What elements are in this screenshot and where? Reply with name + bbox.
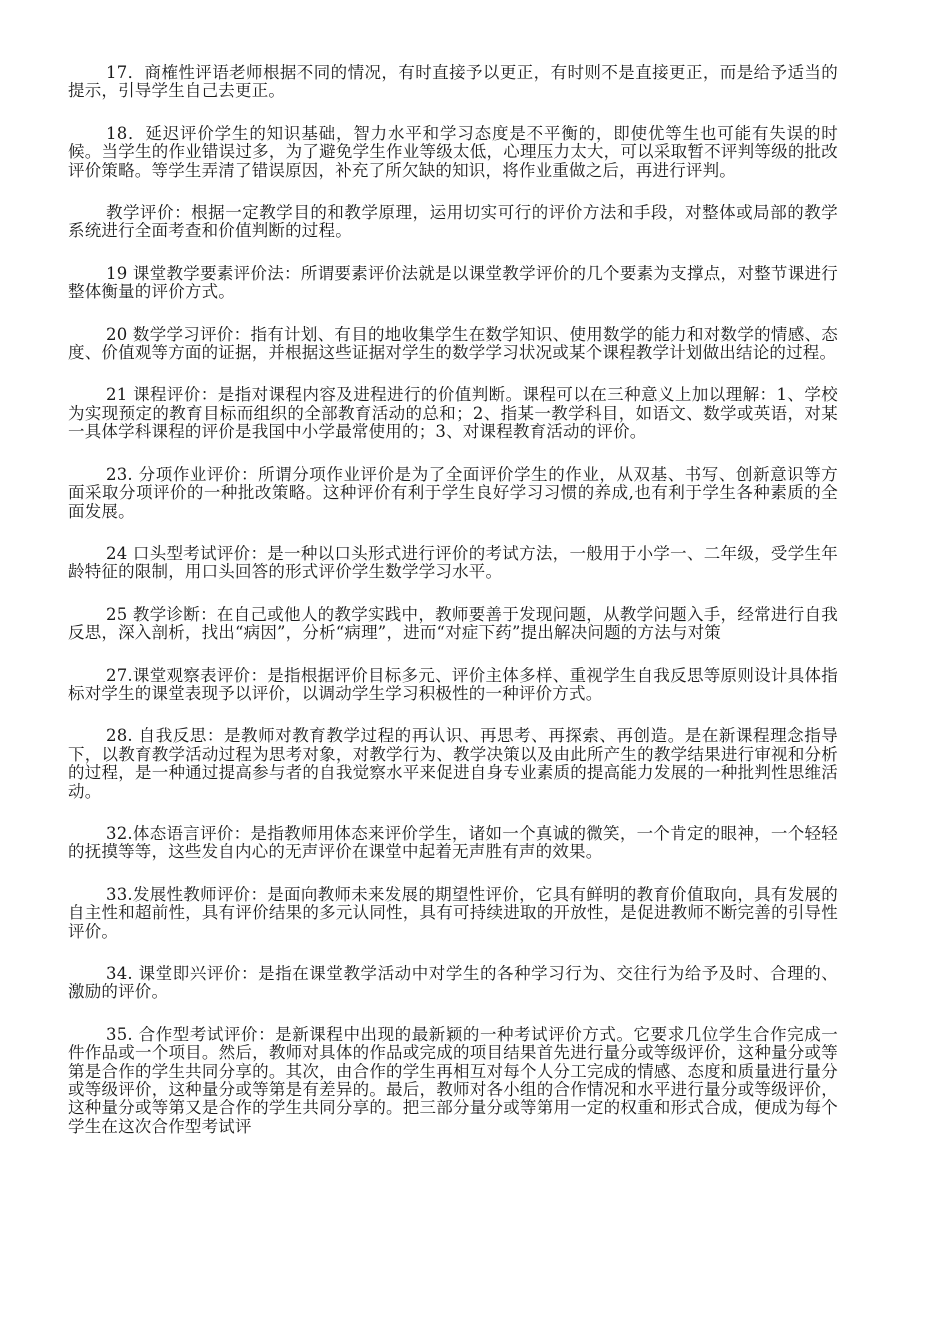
paragraph-33-developmental-teacher-evaluation: 33.发展性教师评价：是面向教师未来发展的期望性评价，它具有鲜明的教育价值取向，具有发展的自主性和超前性，具有评价结果的多元认同性，具有可持续进取的开放性，是促进教师不断完善的引导性评价。 (68, 884, 838, 941)
paragraph-20-math-learning-evaluation: 20 数学学习评价：指有计划、有目的地收集学生在数学知识、使用数学的能力和对数学的情感、态度、价值观等方面的证据，并根据这些证据对学生的数学学习状况或某个课程教学计划做出结论的过程。 (68, 324, 838, 363)
paragraph-34-impromptu-evaluation: 34. 课堂即兴评价：是指在课堂教学活动中对学生的各种学习行为、交往行为给予及时、合理的、激励的评价。 (68, 964, 838, 1002)
paragraph-28-self-reflection: 28. 自我反思：是教师对教育教学过程的再认识、再思考、再探索、再创造。是在新课程理念指导下，以教育教学活动过程为思考对象，对教学行为、教学决策以及由此所产生的教学结果进行审视和分析的过程，是一种通过提高参与者的自我觉察水平来促进自身专业素质的提高能力发展的一种批判性思维活动。 (68, 726, 838, 801)
paragraph-19-element-evaluation: 19 课堂教学要素评价法：所谓要素评价法就是以课堂教学评价的几个要素为支撑点，对整节课进行整体衡量的评价方式。 (68, 263, 838, 302)
document-page (68, 64, 838, 1160)
paragraph-25-teaching-diagnosis: 25 教学诊断：在自己或他人的教学实践中，教师要善于发现问题，从教学问题入手，经常进行自我反思，深入剖析，找出“病因”，分析“病理”，进而“对症下药”提出解决问题的方法与对策 (68, 604, 838, 643)
paragraph-23-itemized-homework-evaluation: 23. 分项作业评价：所谓分项作业评价是为了全面评价学生的作业，从双基、书写、创新意识等方面采取分项评价的一种批改策略。这种评价有利于学生良好学习习惯的养成,也有利于学生各种素质的全面发展。 (68, 464, 838, 521)
paragraph-27-classroom-observation: 27.课堂观察表评价：是指根据评价目标多元、评价主体多样、重视学生自我反思等原则设计具体指标对学生的课堂表现予以评价，以调动学生学习积极性的一种评价方式。 (68, 665, 838, 703)
paragraph-18-delayed-evaluation: 18．延迟评价学生的知识基础，智力水平和学习态度是不平衡的，即使优等生也可能有失误的时候。当学生的作业错误过多，为了避免学生作业等级太低，心理压力太大，可以采取暂不评判等级的批改评价策略。等学生弄清了错误原因，补充了所欠缺的知识，将作业重做之后，再进行评判。 (68, 123, 838, 180)
paragraph-32-body-language-evaluation: 32.体态语言评价：是指教师用体态来评价学生，诸如一个真诚的微笑，一个肯定的眼神，一个轻轻的抚摸等等，这些发自内心的无声评价在课堂中起着无声胜有声的效果。 (68, 823, 838, 862)
paragraph-24-oral-exam-evaluation: 24 口头型考试评价：是一种以口头形式进行评价的考试方法，一般用于小学一、二年级，受学生年龄特征的限制，用口头回答的形式评价学生数学学习水平。 (68, 543, 838, 582)
paragraph-21-curriculum-evaluation: 21 课程评价：是指对课程内容及进程进行的价值判断。课程可以在三种意义上加以理解：1、学校为实现预定的教育目标而组织的全部教育活动的总和；2、指某一教学科目，如语文、数学或英语，对某一具体学科课程的评价是我国中小学最常使用的；3、对课程教育活动的评价。 (68, 385, 838, 442)
paragraph-teaching-evaluation: 教学评价：根据一定教学目的和教学原理，运用切实可行的评价方法和手段，对整体或局部的教学系统进行全面考查和价值判断的过程。 (68, 203, 838, 241)
paragraph-35-cooperative-exam-evaluation: 35. 合作型考试评价：是新课程中出现的最新颖的一种考试评价方式。它要求几位学生合作完成一件作品或一个项目。然后，教师对具体的作品或完成的项目结果首先进行量分或等级评价，这种量分或等第是合作的学生共同分享的。其次，由合作的学生再相互对每个人分工完成的情感、态度和质量进行量分或等级评价，这种量分或等第是有差异的。最后，教师对各小组的合作情况和水平进行量分或等级评价，这种量分或等第又是合作的学生共同分享的。把三部分量分或等第用一定的权重和形式合成，便成为每个学生在这次合作型考试评 (68, 1024, 838, 1136)
paragraph-17-negotiable-comment: 17．商榷性评语老师根据不同的情况，有时直接予以更正，有时则不是直接更正，而是给予适当的提示，引导学生自己去更正。 (68, 63, 838, 101)
